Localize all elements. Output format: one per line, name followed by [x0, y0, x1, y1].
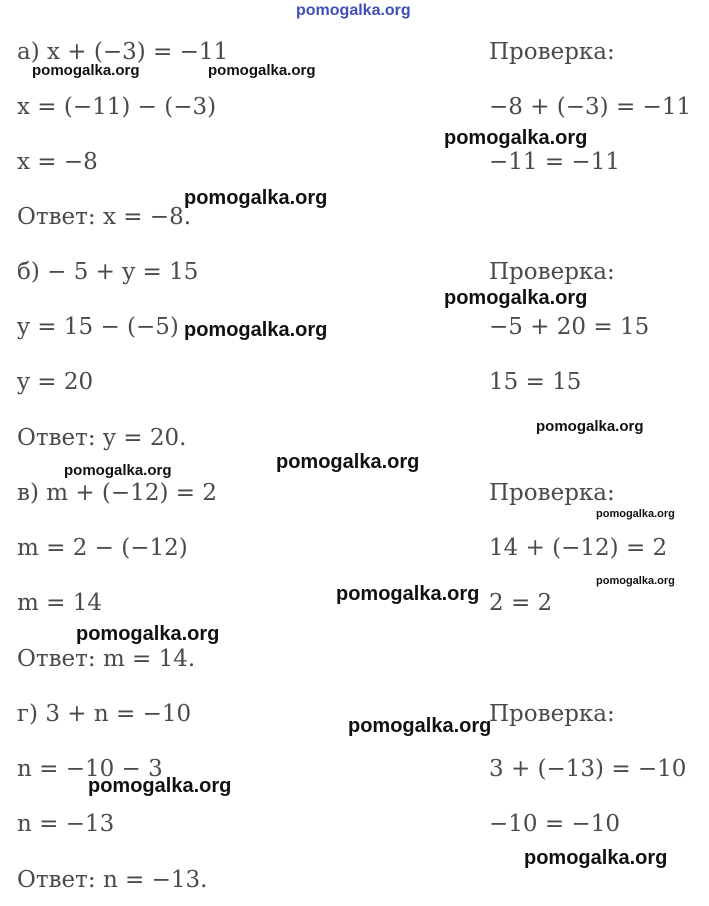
problem-a-step1: x = (−11) − (−3) [17, 94, 217, 120]
problem-d-equation: г) 3 + n = −10 [17, 701, 192, 727]
watermark: pomogalka.org [444, 287, 588, 309]
watermark: pomogalka.org [32, 62, 140, 79]
watermark: pomogalka.org [336, 583, 480, 605]
problem-c-answer: Ответ: m = 14. [17, 646, 196, 672]
problem-a-equation: а) x + (−3) = −11 [17, 39, 229, 65]
problem-c-equation: в) m + (−12) = 2 [17, 480, 217, 506]
header-watermark: pomogalka.org [296, 2, 411, 19]
watermark: pomogalka.org [348, 715, 492, 737]
problem-c-check2: 2 = 2 [489, 590, 553, 616]
watermark: pomogalka.org [444, 127, 588, 149]
problem-d-answer: Ответ: n = −13. [17, 867, 208, 893]
problem-a-answer: Ответ: x = −8. [17, 204, 192, 230]
problem-c-step2: m = 14 [17, 590, 102, 616]
problem-c-label: в) [17, 480, 39, 506]
problem-b-check-title: Проверка: [489, 259, 615, 285]
problem-b-step2: y = 20 [17, 369, 94, 395]
watermark: pomogalka.org [64, 462, 172, 479]
watermark: pomogalka.org [524, 847, 668, 869]
problem-b-step1: y = 15 − (−5) [17, 314, 179, 340]
problem-c-check-title: Проверка: [489, 480, 615, 506]
problem-d-step1: n = −10 − 3 [17, 756, 163, 782]
problem-b-check2: 15 = 15 [489, 369, 582, 395]
watermark: pomogalka.org [276, 451, 420, 473]
problem-d-label: г) [17, 701, 39, 727]
watermark: pomogalka.org [76, 623, 220, 645]
problem-d-step2: n = −13 [17, 811, 115, 837]
watermark: pomogalka.org [88, 775, 232, 797]
watermark: pomogalka.org [184, 187, 328, 209]
problem-c-step1: m = 2 − (−12) [17, 535, 188, 561]
problem-b-label: б) [17, 259, 40, 285]
watermark: pomogalka.org [596, 575, 675, 587]
problem-a-check-title: Проверка: [489, 39, 615, 65]
watermark: pomogalka.org [184, 319, 328, 341]
watermark: pomogalka.org [536, 418, 644, 435]
problem-a-label: а) [17, 39, 40, 65]
problem-a-check2: −11 = −11 [489, 149, 620, 175]
problem-d-check-title: Проверка: [489, 701, 615, 727]
problem-a-step2: x = −8 [17, 149, 98, 175]
problem-d-check2: −10 = −10 [489, 811, 620, 837]
watermark: pomogalka.org [208, 62, 316, 79]
problem-b-check1: −5 + 20 = 15 [489, 314, 650, 340]
problem-d-check1: 3 + (−13) = −10 [489, 756, 687, 782]
watermark: pomogalka.org [596, 508, 675, 520]
problem-a-check1: −8 + (−3) = −11 [489, 94, 692, 120]
problem-c-check1: 14 + (−12) = 2 [489, 535, 668, 561]
problem-b-equation: б) − 5 + y = 15 [17, 259, 199, 285]
problem-b-answer: Ответ: y = 20. [17, 425, 187, 451]
